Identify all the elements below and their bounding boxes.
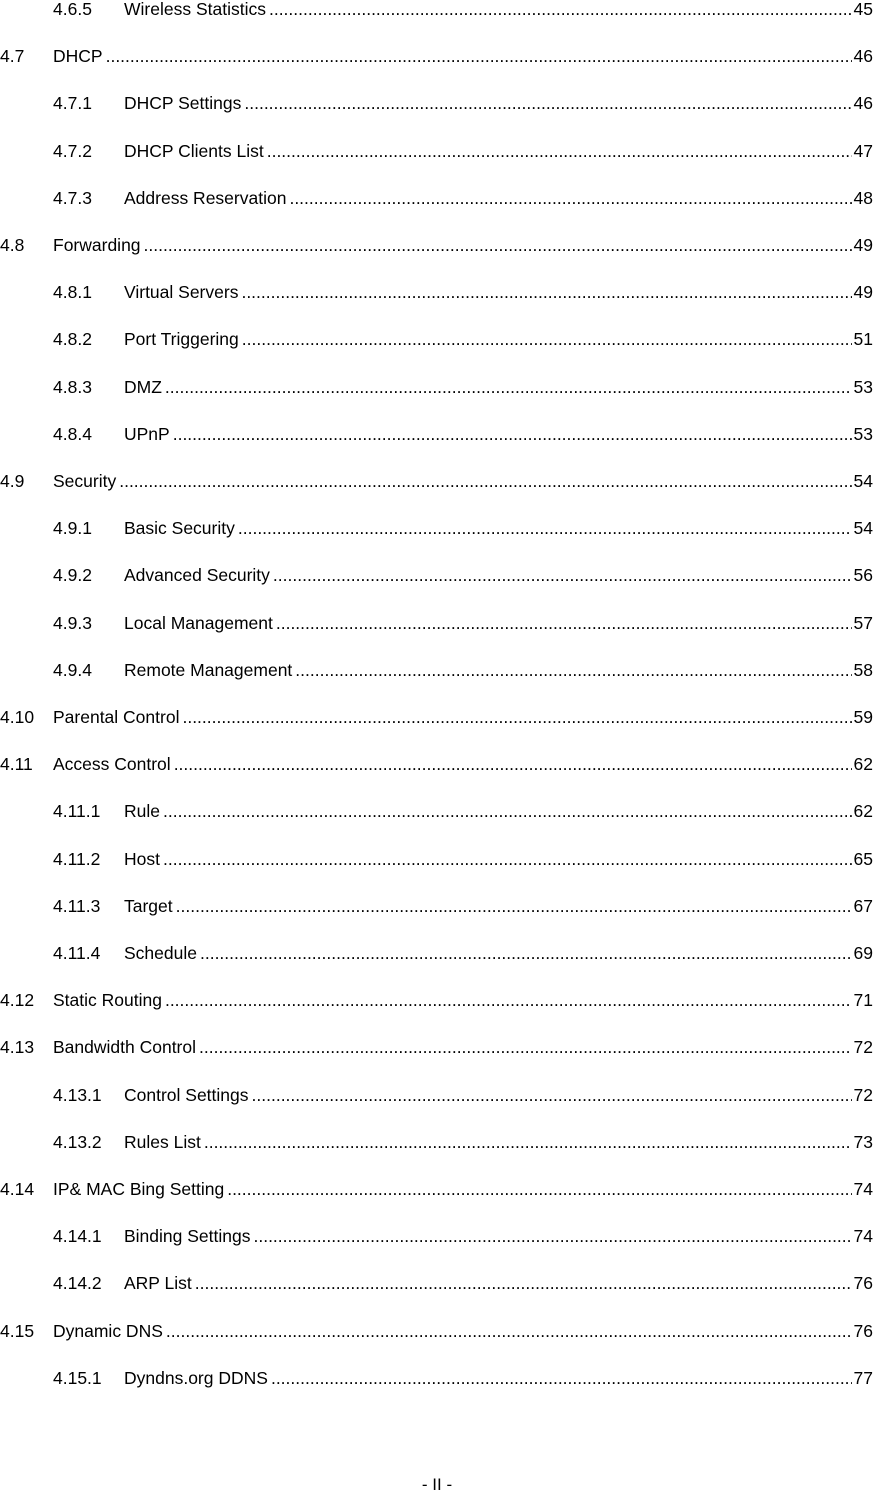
toc-entry-number: 4.11.1 xyxy=(53,801,101,821)
toc-entry[interactable] xyxy=(53,422,873,446)
toc-dot-leader xyxy=(182,705,851,729)
toc-entry[interactable] xyxy=(53,327,873,351)
toc-dot-leader xyxy=(165,375,852,399)
toc-entry-title: Remote Management xyxy=(124,660,293,680)
toc-dot-leader xyxy=(163,847,852,871)
toc-entry[interactable] xyxy=(53,894,873,918)
toc-entry-title: Static Routing xyxy=(53,990,162,1010)
toc-entry-title: Forwarding xyxy=(53,235,141,255)
toc-dot-leader xyxy=(238,516,852,540)
toc-entry-title: Parental Control xyxy=(53,707,180,727)
toc-entry-number: 4.14 xyxy=(0,1179,35,1199)
toc-entry[interactable] xyxy=(53,1366,873,1390)
toc-entry[interactable] xyxy=(53,186,873,210)
toc-entry-number: 4.8.3 xyxy=(53,377,92,397)
toc-dot-leader xyxy=(273,563,852,587)
toc-entry-number: 4.11 xyxy=(0,754,33,774)
toc-dot-leader xyxy=(119,469,851,493)
toc-entry[interactable] xyxy=(53,563,873,587)
toc-entry-page: 71 xyxy=(853,990,873,1010)
toc-entry[interactable] xyxy=(53,1271,873,1295)
toc-entry-page: 57 xyxy=(853,613,873,633)
toc-entry-page: 76 xyxy=(853,1273,873,1293)
toc-entry[interactable] xyxy=(53,941,873,965)
toc-entry[interactable] xyxy=(53,1083,873,1107)
toc-entry-number: 4.7.3 xyxy=(53,188,92,208)
toc-dot-leader xyxy=(244,91,851,115)
toc-entry-title: ARP List xyxy=(124,1273,192,1293)
toc-entry-number: 4.8 xyxy=(0,235,25,255)
toc-entry-title: DHCP xyxy=(53,46,103,66)
toc-entry-title: Dynamic DNS xyxy=(53,1321,163,1341)
toc-entry-title: Bandwidth Control xyxy=(53,1037,196,1057)
toc-entry-number: 4.6.5 xyxy=(53,0,92,19)
toc-entry-title: Security xyxy=(53,471,117,491)
toc-entry[interactable] xyxy=(53,1224,873,1248)
toc-entry-page: 46 xyxy=(853,46,873,66)
toc-entry-title: IP& MAC Bing Setting xyxy=(53,1179,225,1199)
toc-dot-leader xyxy=(295,658,851,682)
toc-entry-number: 4.8.4 xyxy=(53,424,92,444)
toc-dot-leader xyxy=(199,1035,852,1059)
toc-entry-title: Host xyxy=(124,849,160,869)
toc-entry-number: 4.8.2 xyxy=(53,329,92,349)
toc-entry-number: 4.9.3 xyxy=(53,613,92,633)
toc-entry-number: 4.9 xyxy=(0,471,25,491)
toc-dot-leader xyxy=(176,894,852,918)
toc-entry-number: 4.10 xyxy=(0,707,35,727)
toc-entry-number: 4.11.2 xyxy=(53,849,101,869)
toc-entry-title: Address Reservation xyxy=(124,188,287,208)
toc-entry[interactable] xyxy=(53,1130,873,1154)
toc-entry-title: Wireless Statistics xyxy=(124,0,266,19)
page-number-footer: - II - xyxy=(421,1475,453,1494)
toc-entry-number: 4.11.4 xyxy=(53,943,101,963)
toc-entry[interactable] xyxy=(0,988,873,1012)
toc-entry-page: 74 xyxy=(853,1226,873,1246)
toc-entry-number: 4.12 xyxy=(0,990,35,1010)
toc-entry-title: Basic Security xyxy=(124,518,235,538)
toc-entry[interactable] xyxy=(53,280,873,304)
toc-dot-leader xyxy=(173,422,852,446)
toc-dot-leader xyxy=(166,1319,852,1343)
toc-dot-leader xyxy=(242,327,852,351)
toc-entry-number: 4.13.2 xyxy=(53,1132,102,1152)
toc-entry-title: Rule xyxy=(124,801,160,821)
toc-entry-title: DMZ xyxy=(124,377,162,397)
toc-entry-page: 54 xyxy=(853,518,873,538)
toc-entry-number: 4.7.1 xyxy=(53,93,92,113)
toc-entry-number: 4.15 xyxy=(0,1321,35,1341)
toc-entry[interactable] xyxy=(53,847,873,871)
toc-entry-number: 4.13.1 xyxy=(53,1085,102,1105)
toc-entry-page: 54 xyxy=(853,471,873,491)
toc-dot-leader xyxy=(269,0,852,21)
toc-entry[interactable] xyxy=(53,139,873,163)
toc-entry-page: 65 xyxy=(853,849,873,869)
toc-entry-page: 49 xyxy=(853,282,873,302)
toc-entry-page: 49 xyxy=(853,235,873,255)
toc-entry-page: 46 xyxy=(853,93,873,113)
toc-dot-leader xyxy=(144,233,852,257)
toc-entry-page: 62 xyxy=(853,801,873,821)
toc-dot-leader xyxy=(200,941,852,965)
toc-dot-leader xyxy=(241,280,851,304)
toc-entry-title: Dyndns.org DDNS xyxy=(124,1368,268,1388)
toc-entry-number: 4.7.2 xyxy=(53,141,92,161)
toc-entry-title: Target xyxy=(124,896,173,916)
toc-entry[interactable] xyxy=(53,91,873,115)
toc-entry-number: 4.14.2 xyxy=(53,1273,102,1293)
toc-entry-page: 72 xyxy=(853,1037,873,1057)
toc-entry-page: 48 xyxy=(853,188,873,208)
toc-entry-title: Binding Settings xyxy=(124,1226,251,1246)
toc-entry-number: 4.15.1 xyxy=(53,1368,102,1388)
toc-entry[interactable] xyxy=(53,516,873,540)
toc-entry-page: 73 xyxy=(853,1132,873,1152)
toc-dot-leader xyxy=(276,611,852,635)
toc-dot-leader xyxy=(227,1177,851,1201)
toc-dot-leader xyxy=(165,988,852,1012)
toc-entry[interactable] xyxy=(0,233,873,257)
toc-entry-number: 4.9.1 xyxy=(53,518,92,538)
toc-entry-page: 59 xyxy=(853,707,873,727)
toc-dot-leader xyxy=(106,44,852,68)
toc-entry-number: 4.8.1 xyxy=(53,282,92,302)
toc-entry-page: 74 xyxy=(853,1179,873,1199)
toc-entry-page: 67 xyxy=(853,896,873,916)
toc-entry-number: 4.11.3 xyxy=(53,896,101,916)
toc-entry-page: 76 xyxy=(853,1321,873,1341)
toc-entry-page: 53 xyxy=(853,377,873,397)
toc-entry-number: 4.13 xyxy=(0,1037,35,1057)
toc-entry[interactable] xyxy=(0,1035,873,1059)
toc-entry-title: Local Management xyxy=(124,613,273,633)
toc-entry-title: Control Settings xyxy=(124,1085,249,1105)
toc-dot-leader xyxy=(204,1130,852,1154)
toc-entry-title: DHCP Clients List xyxy=(124,141,264,161)
toc-entry[interactable] xyxy=(53,0,873,21)
toc-entry-page: 45 xyxy=(853,0,873,19)
toc-entry-page: 77 xyxy=(853,1368,873,1388)
toc-entry-title: Rules List xyxy=(124,1132,201,1152)
toc-dot-leader xyxy=(267,139,852,163)
toc-dot-leader xyxy=(195,1271,852,1295)
toc-dot-leader xyxy=(163,799,852,823)
toc-entry[interactable] xyxy=(53,658,873,682)
toc-entry[interactable] xyxy=(53,799,873,823)
toc-entry[interactable] xyxy=(0,1177,873,1201)
toc-entry-title: Schedule xyxy=(124,943,197,963)
toc-entry[interactable] xyxy=(0,44,873,68)
toc-entry[interactable] xyxy=(0,1319,873,1343)
toc-dot-leader xyxy=(174,752,852,776)
toc-entry-page: 51 xyxy=(853,329,873,349)
toc-entry[interactable] xyxy=(0,469,873,493)
toc-entry-page: 58 xyxy=(853,660,873,680)
toc-entry-page: 56 xyxy=(853,565,873,585)
toc-entry-title: Access Control xyxy=(53,754,171,774)
toc-dot-leader xyxy=(253,1224,851,1248)
toc-entry-page: 69 xyxy=(853,943,873,963)
toc-entry-number: 4.9.2 xyxy=(53,565,92,585)
toc-entry-title: Port Triggering xyxy=(124,329,239,349)
toc-entry-page: 62 xyxy=(853,754,873,774)
toc-entry-title: Virtual Servers xyxy=(124,282,239,302)
toc-entry-title: UPnP xyxy=(124,424,170,444)
toc-entry-title: DHCP Settings xyxy=(124,93,242,113)
toc-entry[interactable] xyxy=(0,705,873,729)
toc-dot-leader xyxy=(271,1366,852,1390)
toc-dot-leader xyxy=(252,1083,852,1107)
toc-entry-page: 53 xyxy=(853,424,873,444)
toc-entry[interactable] xyxy=(53,611,873,635)
toc-entry-page: 47 xyxy=(853,141,873,161)
toc-entry[interactable] xyxy=(0,752,873,776)
toc-entry-number: 4.9.4 xyxy=(53,660,92,680)
toc-entry-number: 4.7 xyxy=(0,46,25,66)
toc-entry-page: 72 xyxy=(853,1085,873,1105)
toc-entry-title: Advanced Security xyxy=(124,565,270,585)
toc-entry-number: 4.14.1 xyxy=(53,1226,102,1246)
toc-entry[interactable] xyxy=(53,375,873,399)
toc-dot-leader xyxy=(289,186,851,210)
